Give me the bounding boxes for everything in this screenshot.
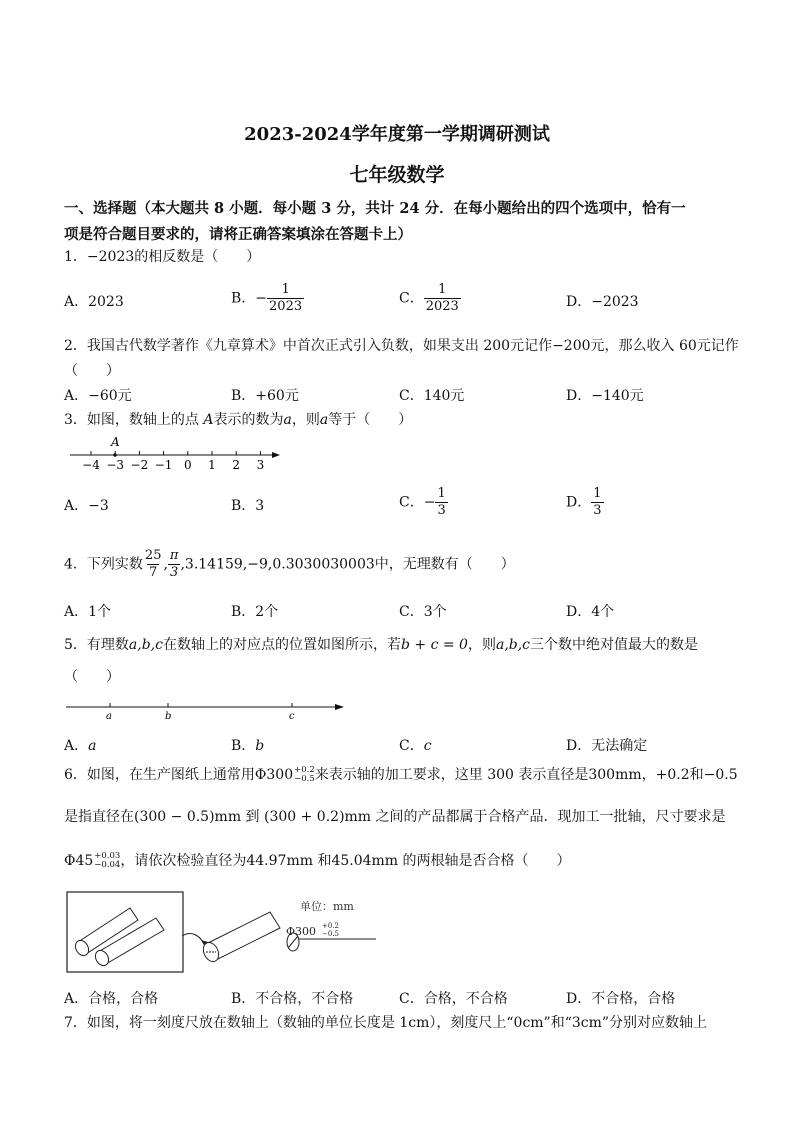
- q5-option-c-var: c: [423, 738, 432, 754]
- question-2-stem-line-2: （ ）: [64, 363, 120, 379]
- q5-option-c-prefix: C．: [399, 738, 424, 754]
- q4-stem-part-2: ,3.14159,−9,0.3030030003中，无理数有（ ）: [180, 556, 515, 573]
- q6-line-1-part-1: 6．如图，在生产图纸上通常用Φ300: [64, 767, 294, 783]
- q3-tick-label: 2: [232, 458, 241, 472]
- q1-option-d: D．−2023: [566, 294, 639, 310]
- q3-var-2: a: [319, 412, 329, 428]
- q2-option-b: B．+60元: [231, 388, 299, 404]
- q3-option-d: [566, 486, 604, 519]
- q6-shafts-frame: [67, 892, 183, 972]
- q1-option-b-prefix: B．−: [231, 290, 268, 307]
- q5-number-line-figure: [64, 694, 348, 728]
- section-heading: [64, 196, 734, 248]
- q3-point-label: A: [111, 435, 120, 449]
- q6-pointer-arrow: [182, 934, 204, 944]
- question-1-stem: 1．−2023的相反数是（ ）: [64, 249, 261, 265]
- q3-option-a: A．−3: [64, 498, 109, 514]
- q3-tick-label: 0: [183, 458, 192, 472]
- q5-option-a: [64, 736, 96, 756]
- question-7-stem: 7．如图，将一刻度尺放在数轴上（数轴的单位长度是 1cm），刻度尺上“0cm”和“3cm”分别对应数轴上: [64, 1015, 708, 1031]
- question-6-line-2: 是指直径在(300 − 0.5)mm 到 (300 + 0.2)mm 之间的产品都属于合格产品．现加工一批轴，尺寸要求是: [64, 809, 726, 825]
- q3-option-d-fraction: [591, 486, 603, 519]
- question-4-stem: [64, 548, 734, 581]
- q5-label-c: c: [289, 711, 295, 722]
- q3-option-c-prefix: C．−: [399, 494, 436, 511]
- q1-option-c-numerator: 1: [438, 282, 447, 297]
- q5-equation: b + c = 0: [400, 637, 468, 653]
- q3-option-d-numerator: 1: [593, 486, 602, 501]
- q2-option-a: A．−60元: [64, 388, 132, 404]
- q4-fraction-2-numerator: π: [169, 548, 179, 563]
- q3-tick-label: 3: [256, 458, 265, 472]
- q6-tolerance-1-upper: +0.2: [294, 765, 315, 775]
- q6-tolerance-2-lower: −0.04: [94, 860, 121, 870]
- q3-number-line-figure: [66, 432, 286, 476]
- q3-option-c-denominator: 3: [437, 503, 446, 518]
- q6-tolerance-2-upper: +0.03: [94, 851, 121, 861]
- q1-option-c-fraction: [424, 282, 461, 315]
- q6-line-3-part-2: ，请依次检验直径为44.97mm 和45.04mm 的两根轴是否合格（ ）: [120, 853, 571, 869]
- q1-option-c: [399, 282, 461, 315]
- q5-option-b: [231, 736, 264, 756]
- q3-point-dot: [113, 453, 117, 457]
- q6-tolerance-2: [94, 852, 120, 870]
- q3-option-c-numerator: 1: [437, 486, 446, 501]
- question-2-stem-line-1: 2．我国古代数学著作《九章算术》中首次正式引入负数，如果支出 200元记作−200元，那么收入 60元记作: [64, 338, 739, 354]
- q4-fraction-1: [143, 548, 164, 581]
- q1-option-b-fraction: [267, 282, 304, 315]
- q6-figure-unit: 单位：mm: [300, 900, 354, 913]
- q5-stem-part-3: ，则: [467, 637, 496, 653]
- q4-fraction-1-numerator: 25: [144, 548, 162, 563]
- q4-option-d: D．4个: [566, 604, 615, 620]
- q6-single-shaft: [200, 912, 280, 964]
- q6-figure-tolerance-lower: −0.5: [322, 930, 339, 938]
- q5-label-b: b: [165, 711, 172, 722]
- q5-axis-arrow: [335, 704, 344, 710]
- q4-stem-part-1: 4．下列实数: [64, 556, 143, 573]
- q4-option-c: C．3个: [399, 604, 447, 620]
- q6-figure-label: Φ300: [286, 925, 317, 938]
- q3-axis-arrow: [272, 452, 280, 458]
- q3-option-d-prefix: D．: [566, 494, 592, 511]
- q3-option-d-denominator: 3: [593, 503, 602, 518]
- q6-shaft-figure: [64, 890, 394, 982]
- q5-option-d: D．无法确定: [566, 738, 648, 754]
- q5-option-b-var: b: [255, 738, 265, 754]
- q3-stem-part-2: 表示的数为: [213, 412, 284, 428]
- q3-tick-label: −1: [154, 458, 173, 472]
- q3-option-c-fraction: [435, 486, 447, 519]
- q4-option-a: A．1个: [64, 604, 112, 620]
- q3-point: A: [203, 412, 214, 428]
- q6-option-b: B．不合格，不合格: [231, 991, 354, 1007]
- q3-stem-part-1: 3．如图，数轴上的点: [64, 412, 204, 428]
- q3-stem-part-3: ，则: [291, 412, 320, 428]
- q5-option-a-var: a: [88, 738, 97, 754]
- q3-ticks: [82, 451, 264, 472]
- q4-separator: ,: [163, 556, 168, 573]
- q5-vars: a,b,c: [128, 637, 163, 653]
- section-line-1: 一、选择题（本大题共 8 小题．每小题 3 分，共计 24 分．在每小题给出的四个选项中，恰有一: [64, 200, 686, 217]
- q6-tolerance-1-lower: −0.5: [294, 774, 315, 784]
- q4-fraction-2-denominator: 3: [170, 565, 179, 580]
- q3-tick-label: −3: [106, 458, 125, 472]
- q5-option-b-prefix: B．: [231, 738, 256, 754]
- q3-tick-label: 1: [208, 458, 216, 472]
- question-6-line-3: [64, 850, 734, 872]
- q1-option-c-prefix: C．: [399, 290, 424, 307]
- q4-fraction-1-denominator: 7: [149, 565, 158, 580]
- q3-option-b: B．3: [231, 498, 265, 514]
- question-3-stem: [64, 409, 734, 431]
- q3-option-c: [399, 486, 448, 519]
- q2-option-c: C．140元: [399, 388, 465, 404]
- q1-option-c-denominator: 2023: [425, 299, 459, 314]
- q5-label-a: a: [106, 711, 112, 722]
- q6-option-c: C．合格，不合格: [399, 991, 508, 1007]
- q5-option-a-prefix: A．: [64, 738, 89, 754]
- q3-stem-part-4: 等于（ ）: [328, 412, 413, 428]
- q1-option-a: A．2023: [64, 294, 124, 310]
- q2-option-d: D．−140元: [566, 388, 644, 404]
- q5-stem-part-2: 在数轴上的对应点的位置如图所示，若: [162, 637, 401, 653]
- q3-tick-label: −4: [82, 458, 100, 472]
- q6-figure-tolerance-upper: +0.2: [322, 922, 339, 930]
- section-line-2: 项是符合题目要求的，请将正确答案填涂在答题卡上）: [64, 226, 412, 243]
- q5-stem-part-1: 5．有理数: [64, 637, 129, 653]
- question-6-line-1: [64, 764, 738, 786]
- question-5-stem: [64, 634, 734, 656]
- q5-option-c: [399, 736, 432, 756]
- q1-option-b-denominator: 2023: [269, 299, 303, 314]
- exam-subtitle: 七年级数学: [349, 164, 445, 186]
- q6-option-d: D．不合格，合格: [566, 991, 676, 1007]
- q3-var: a: [283, 412, 292, 428]
- q4-fraction-2: [168, 548, 181, 581]
- q1-option-b-numerator: 1: [281, 282, 290, 297]
- q3-tick-label: −2: [130, 458, 149, 472]
- exam-title: 2023-2024学年度第一学期调研测试: [244, 124, 550, 145]
- question-5-stem-line-2: （ ）: [64, 669, 120, 685]
- q4-option-b: B．2个: [231, 604, 279, 620]
- q1-option-b: [231, 282, 304, 315]
- q5-stem-part-4: 三个数中绝对值最大的数是: [530, 637, 699, 653]
- q5-vars-2: a,b,c: [495, 637, 531, 653]
- q6-option-a: A．合格，合格: [64, 991, 159, 1007]
- q6-tolerance-1: [294, 766, 315, 784]
- q6-line-3-part-1: Φ45: [64, 853, 94, 869]
- q6-line-1-part-2: 来表示轴的加工要求，这里 300 表示直径是300mm，+0.2和−0.5: [314, 767, 738, 783]
